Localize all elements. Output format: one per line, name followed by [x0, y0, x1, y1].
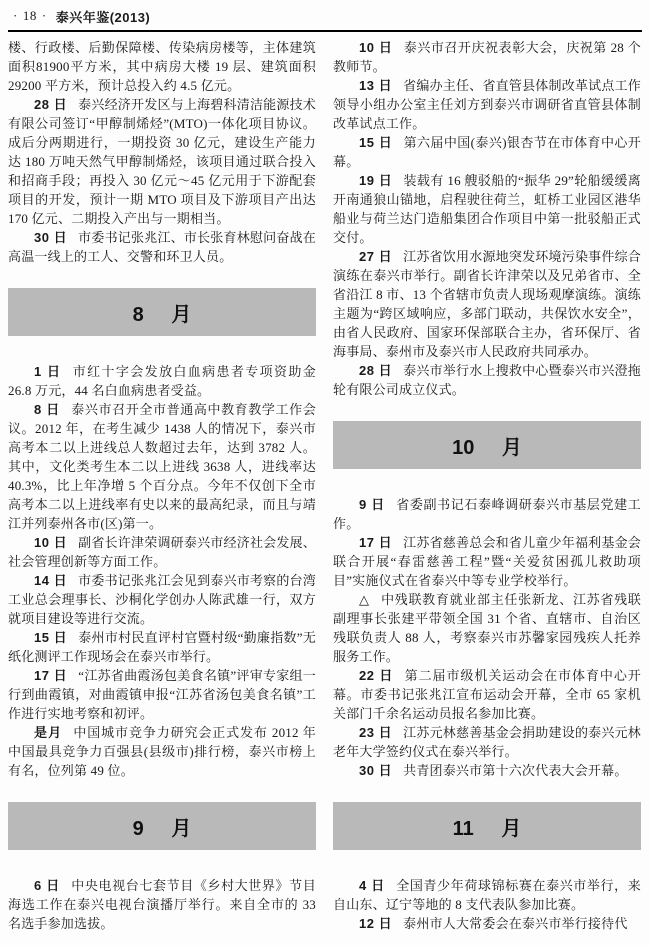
entry-text: 第二届市级机关运动会在市体育中心开幕。市委书记张兆江宣布运动会开幕，全市 65 家机关部门千余名运动员报名参加比赛。	[333, 668, 641, 721]
entry-date: 是月	[34, 725, 63, 740]
month-label: 10 月	[452, 436, 522, 459]
entry-text: 中国城市竞争力研究会正式发布 2012 年中国最具竞争力百强县(县级市)排行榜，泰兴市榜上有名，位列第 49 位。	[8, 725, 316, 778]
chronicle-entry	[333, 914, 641, 933]
entry-text: 市红十字会发放白血病患者专项资助金 26.8 万元，44 名白血病患者受益。	[8, 364, 316, 398]
chronicle-entry	[8, 228, 316, 266]
entry-text: 泰兴市举行水上搜救中心暨泰兴市兴澄拖轮有限公司成立仪式。	[333, 363, 641, 397]
book-title: 泰兴年鉴(2013)	[55, 9, 151, 25]
entry-text: 泰州市人大常委会在泰兴市举行接待代	[403, 916, 628, 931]
entry-date: 17 日	[34, 668, 68, 683]
entry-date: 17 日	[359, 535, 393, 550]
entry-date: 22 日	[359, 668, 394, 683]
month-banner	[8, 802, 316, 850]
entry-date: 12 日	[359, 916, 393, 931]
month-label: 9 月	[132, 817, 192, 840]
entry-text: 装载有 16 艘驳船的“振华 29”轮船缓缓离开南通狼山锚地，启程驶往荷兰，虹桥工业园区港华船业与荷兰达门造船集团合作项目中第一批驳船正式交付。	[333, 173, 642, 245]
page-header	[8, 6, 642, 26]
entry-date: 15 日	[359, 135, 393, 150]
chronicle-entry	[8, 533, 316, 571]
chronicle-entry	[8, 400, 316, 533]
entry-date: 10 日	[34, 535, 68, 550]
left-column	[8, 38, 316, 933]
chronicle-entry	[333, 361, 641, 399]
entry-date: 1 日	[34, 364, 62, 379]
entry-date: 9 日	[359, 497, 386, 512]
entry-date: △	[359, 592, 371, 607]
entry-date: 8 日	[34, 402, 61, 417]
entry-text: 江苏省饮用水源地突发环境污染事件综合演练在泰兴市举行。副省长许津荣以及兄弟省市、全省沿江 8 市、13 个省辖市负责人现场观摩演练。演练主题为“跨区域响应，多部门联动，共保饮水安全”，由省人民政府、国家环保部联合主办，省环保厅、省海事局、泰州市及泰兴市人民政府共同承办。	[333, 249, 641, 359]
month-label: 11 月	[452, 817, 522, 840]
page-number: 18	[22, 8, 37, 23]
entry-text: 楼、行政楼、后勤保障楼、传染病房楼等，主体建筑面积81900平方米，其中病房大楼 19 层、建筑面积 29200 平方米，预计总投入约 4.5 亿元。	[8, 40, 316, 93]
header-rule	[8, 30, 642, 32]
entry-text: “江苏省曲霞汤包美食名镇”评审专家组一行到曲霞镇，对曲霞镇申报“江苏省汤包美食名镇”工作进行实地考察和初评。	[8, 668, 316, 721]
entry-text: 全国青少年荷球锦标赛在泰兴市举行，来自山东、辽宁等地的 8 支代表队参加比赛。	[333, 878, 641, 912]
chronicle-entry	[333, 247, 641, 361]
month-banner	[333, 802, 641, 850]
entry-text: 泰兴市召开庆祝表彰大会，庆祝第 28 个教师节。	[333, 40, 641, 74]
entry-date: 30 日	[359, 763, 393, 778]
chronicle-entry	[333, 76, 641, 133]
continued-paragraph	[8, 38, 316, 95]
entry-text: 市委书记张兆江会见到泰兴市考察的台湾工业总会理事长、沙桐化学创办人陈武雄一行，双方就项目建设等进行交流。	[8, 573, 316, 626]
chronicle-entry	[8, 628, 316, 666]
entry-text: 泰兴经济开发区与上海碧科清洁能源技术有限公司签订“甲醇制烯烃”(MTO)一体化项目协议。成后分两期进行，一期投资 30 亿元，建设生产能力达 180 万吨天然气甲醇制烯烃，该项目通过联合投入和招商手段；再投入 30 亿元～45 亿元用于下游配套项目的开发，预计一期 MTO 项目及下游项目产出达 170 亿元、二期投入产出与一期相当。	[8, 97, 316, 226]
chronicle-entry	[333, 590, 641, 666]
entry-text: 中央电视台七套节目《乡村大世界》节目海选工作在泰兴电视台演播厅举行。来自全市的 33 名选手参加选拔。	[8, 878, 316, 931]
header-dot-left: ·	[13, 8, 18, 23]
month-label: 8 月	[132, 303, 192, 326]
entry-date: 28 日	[34, 97, 68, 112]
month-banner	[8, 288, 316, 336]
month-banner	[333, 421, 641, 469]
chronicle-entry	[8, 666, 316, 723]
entry-date: 27 日	[359, 249, 393, 264]
entry-text: 市委书记张兆江、市长张育林慰问奋战在高温一线上的工人、交警和环卫人员。	[8, 230, 316, 264]
chronicle-entry	[333, 171, 641, 247]
entry-text: 副省长许津荣调研泰兴市经济社会发展、社会管理创新等方面工作。	[8, 535, 316, 569]
entry-text: 第六届中国(泰兴)银杏节在市体育中心开幕。	[333, 135, 641, 169]
chronicle-entry	[333, 666, 641, 723]
chronicle-entry	[333, 723, 641, 761]
entry-text: 泰州市村民直评村官暨村级“勤廉指数”无纸化测评工作现场会在泰兴市举行。	[8, 630, 316, 664]
entry-text: 江苏元林慈善基金会捐助建设的泰兴元林老年大学签约仪式在泰兴举行。	[333, 725, 641, 759]
entry-date: 6 日	[34, 878, 61, 893]
entry-date: 13 日	[359, 78, 393, 93]
entry-text: 中残联教育就业部主任张新龙、江苏省残联副理事长张建平带领全国 31 个省、直辖市、自治区残联负责人 88 人，考察泰兴市苏馨家园残疾人托养服务工作。	[333, 592, 641, 664]
entry-date: 15 日	[34, 630, 68, 645]
chronicle-entry	[8, 362, 316, 400]
chronicle-entry	[8, 95, 316, 228]
entry-date: 10 日	[359, 40, 393, 55]
entry-text: 泰兴市召开全市普通高中教育教学工作会议。2012 年，在考生减少 1438 人的情况下，泰兴市高考本二以上进线总人数超过去年，达到 3782 人。其中，文化类考生本二以上进线 3638 人，进线率达 40.3%，比上年净增 5 个百分点。今年不仅创下全市高考本二以上进线率有史以来的最高纪录，而且与靖江并列泰州各市(区)第一。	[8, 402, 316, 531]
chronicle-entry	[333, 533, 641, 590]
entry-text: 江苏省慈善总会和省儿童少年福利基金会联合开展“春雷慈善工程”暨“关爱贫困孤儿救助项目”实施仪式在省泰兴中等专业学校举行。	[333, 535, 641, 588]
chronicle-entry	[333, 133, 641, 171]
chronicle-entry	[8, 876, 316, 933]
two-column-body	[8, 38, 642, 933]
entry-date: 19 日	[359, 173, 393, 188]
entry-date: 30 日	[34, 230, 68, 245]
chronicle-entry	[333, 495, 641, 533]
entry-text: 省编办主任、省直管县体制改革试点工作领导小组办公室主任刘方到泰兴市调研省直管县体制改革试点工作。	[333, 78, 641, 131]
entry-date: 4 日	[359, 878, 386, 893]
entry-date: 28 日	[359, 363, 393, 378]
right-column	[333, 38, 641, 933]
chronicle-entry	[333, 761, 641, 780]
chronicle-entry	[333, 876, 641, 914]
entry-text: 共青团泰兴市第十六次代表大会开幕。	[403, 763, 628, 778]
entry-date: 23 日	[359, 725, 393, 740]
chronicle-entry	[8, 571, 316, 628]
header-dot-right: ·	[41, 8, 47, 23]
entry-date: 14 日	[34, 573, 68, 588]
chronicle-entry	[333, 38, 641, 76]
entry-text: 省委副书记石泰峰调研泰兴市基层党建工作。	[333, 497, 641, 531]
chronicle-entry	[8, 723, 316, 780]
